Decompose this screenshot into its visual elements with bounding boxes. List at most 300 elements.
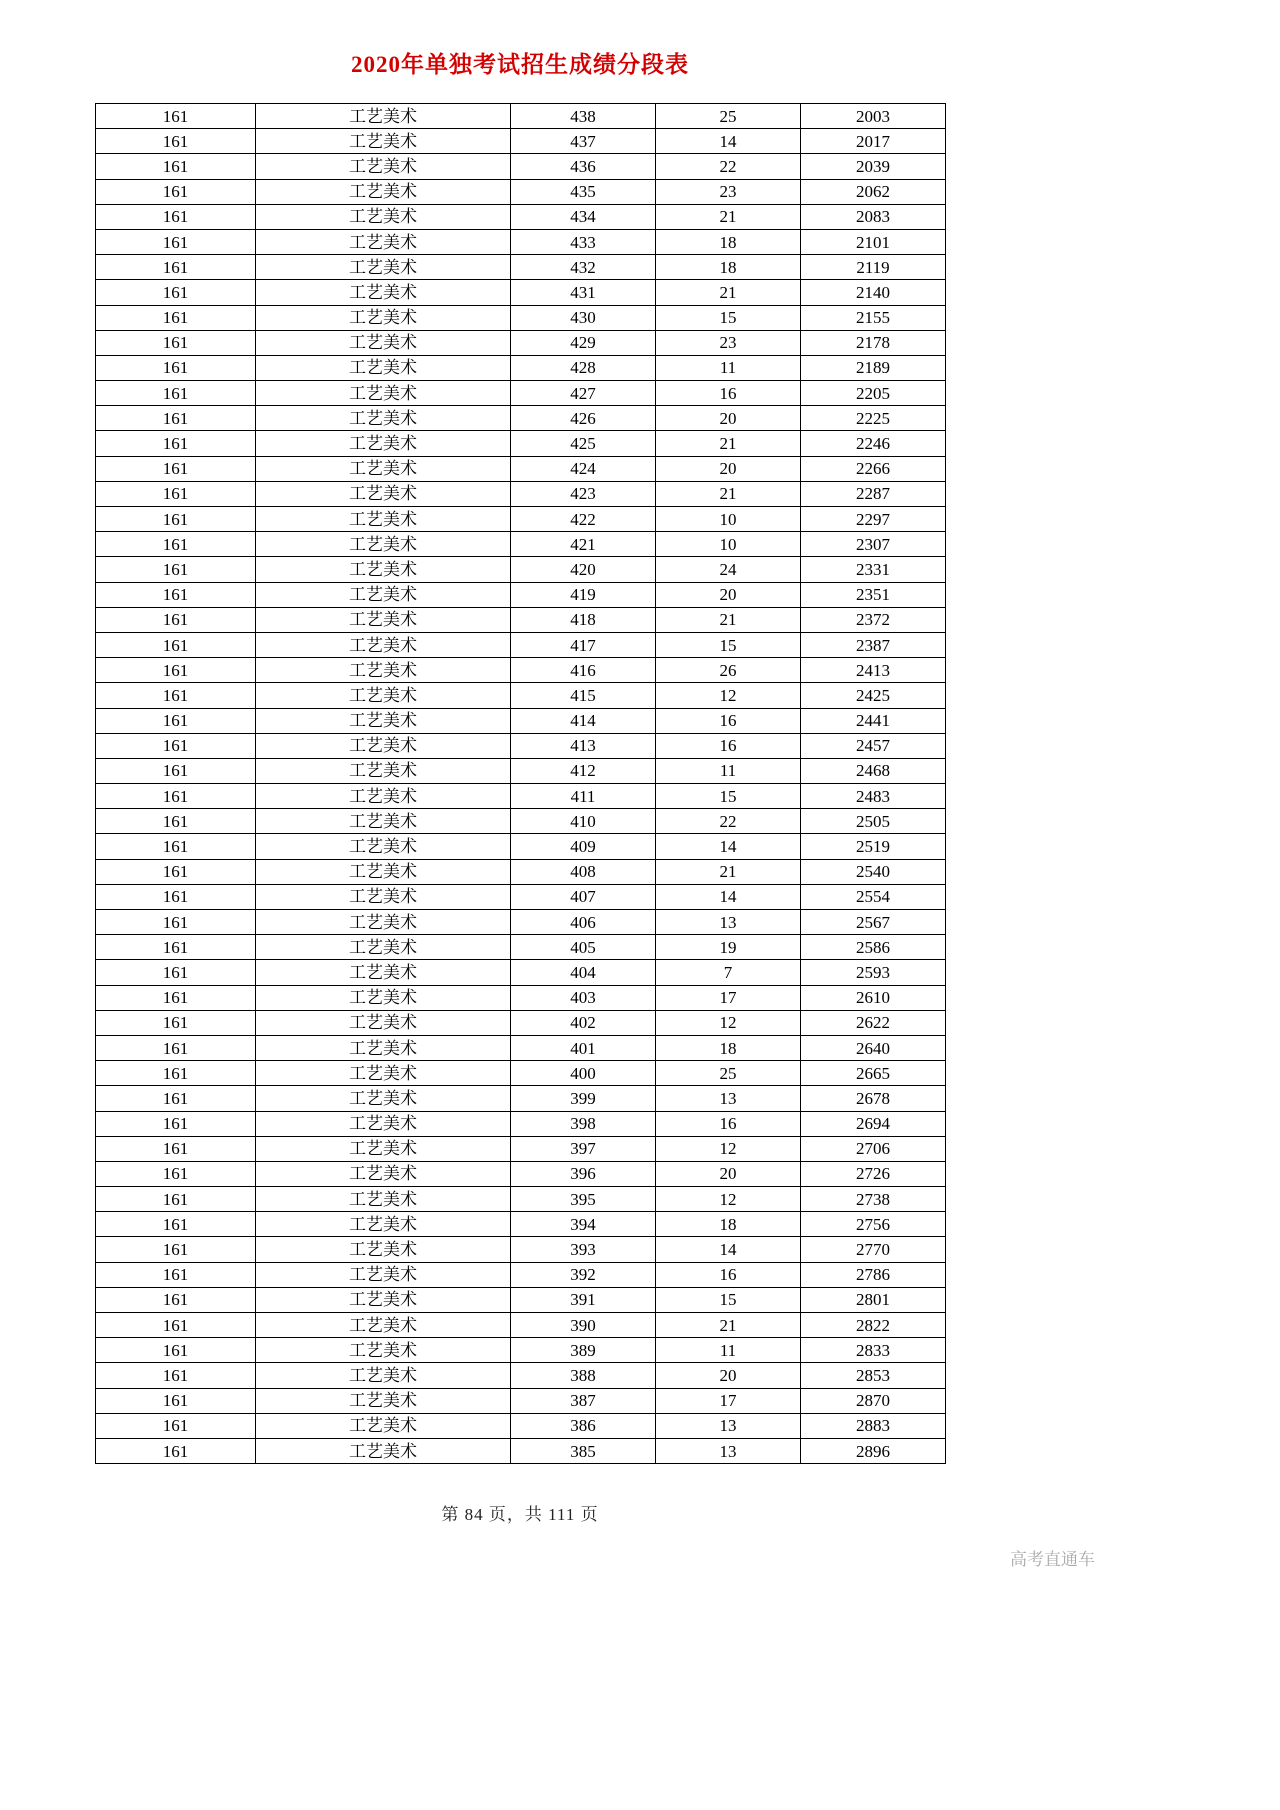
cell-major-name: 工艺美术 [256,1212,511,1237]
cell-cumulative-count: 2665 [801,1061,946,1086]
table-row [96,758,946,783]
cell-school-code: 161 [96,1035,256,1060]
cell-count: 15 [656,632,801,657]
cell-cumulative-count: 2505 [801,809,946,834]
table-row [96,179,946,204]
cell-score: 421 [511,532,656,557]
cell-cumulative-count: 2017 [801,129,946,154]
cell-school-code: 161 [96,532,256,557]
cell-cumulative-count: 2387 [801,632,946,657]
cell-school-code: 161 [96,1237,256,1262]
cell-major-name: 工艺美术 [256,179,511,204]
cell-major-name: 工艺美术 [256,1287,511,1312]
cell-score: 430 [511,305,656,330]
cell-score: 389 [511,1338,656,1363]
cell-score: 416 [511,658,656,683]
cell-school-code: 161 [96,1287,256,1312]
cell-school-code: 161 [96,809,256,834]
cell-count: 12 [656,1010,801,1035]
cell-count: 18 [656,229,801,254]
cell-count: 15 [656,784,801,809]
cell-major-name: 工艺美术 [256,658,511,683]
cell-cumulative-count: 2567 [801,910,946,935]
cell-score: 427 [511,381,656,406]
cell-score: 390 [511,1313,656,1338]
table-row [96,1313,946,1338]
table-row [96,960,946,985]
cell-score: 393 [511,1237,656,1262]
cell-school-code: 161 [96,935,256,960]
cell-major-name: 工艺美术 [256,229,511,254]
cell-score: 388 [511,1363,656,1388]
table-row [96,1035,946,1060]
cell-cumulative-count: 2101 [801,229,946,254]
cell-major-name: 工艺美术 [256,809,511,834]
cell-major-name: 工艺美术 [256,1237,511,1262]
table-row [96,1388,946,1413]
cell-school-code: 161 [96,1262,256,1287]
cell-cumulative-count: 2678 [801,1086,946,1111]
cell-school-code: 161 [96,658,256,683]
cell-major-name: 工艺美术 [256,255,511,280]
cell-school-code: 161 [96,758,256,783]
cell-count: 13 [656,910,801,935]
cell-cumulative-count: 2457 [801,733,946,758]
cell-count: 18 [656,255,801,280]
cell-count: 20 [656,582,801,607]
cell-school-code: 161 [96,733,256,758]
cell-school-code: 161 [96,179,256,204]
cell-school-code: 161 [96,683,256,708]
table-row [96,1111,946,1136]
table-row [96,1413,946,1438]
cell-major-name: 工艺美术 [256,884,511,909]
cell-major-name: 工艺美术 [256,154,511,179]
cell-count: 16 [656,1262,801,1287]
cell-cumulative-count: 2801 [801,1287,946,1312]
cell-major-name: 工艺美术 [256,557,511,582]
cell-major-name: 工艺美术 [256,834,511,859]
table-row [96,481,946,506]
cell-cumulative-count: 2706 [801,1136,946,1161]
cell-major-name: 工艺美术 [256,355,511,380]
table-row [96,784,946,809]
cell-score: 417 [511,632,656,657]
cell-school-code: 161 [96,507,256,532]
cell-count: 12 [656,1187,801,1212]
cell-school-code: 161 [96,784,256,809]
cell-score: 394 [511,1212,656,1237]
cell-score: 401 [511,1035,656,1060]
cell-count: 26 [656,658,801,683]
cell-cumulative-count: 2246 [801,431,946,456]
cell-cumulative-count: 2189 [801,355,946,380]
cell-cumulative-count: 2205 [801,381,946,406]
cell-count: 10 [656,532,801,557]
table-row [96,255,946,280]
table-row [96,985,946,1010]
cell-cumulative-count: 2593 [801,960,946,985]
cell-cumulative-count: 2554 [801,884,946,909]
cell-major-name: 工艺美术 [256,330,511,355]
table-row [96,1287,946,1312]
cell-count: 10 [656,507,801,532]
table-row [96,708,946,733]
cell-school-code: 161 [96,255,256,280]
cell-count: 23 [656,330,801,355]
cell-count: 21 [656,280,801,305]
table-row [96,532,946,557]
cell-major-name: 工艺美术 [256,1313,511,1338]
cell-score: 392 [511,1262,656,1287]
cell-school-code: 161 [96,708,256,733]
cell-cumulative-count: 2413 [801,658,946,683]
cell-major-name: 工艺美术 [256,1111,511,1136]
cell-cumulative-count: 2853 [801,1363,946,1388]
cell-major-name: 工艺美术 [256,1161,511,1186]
cell-score: 385 [511,1438,656,1463]
cell-school-code: 161 [96,280,256,305]
cell-school-code: 161 [96,381,256,406]
cell-count: 11 [656,1338,801,1363]
table-row [96,935,946,960]
cell-school-code: 161 [96,129,256,154]
cell-count: 16 [656,708,801,733]
table-row [96,1061,946,1086]
table-row [96,305,946,330]
cell-count: 20 [656,1161,801,1186]
cell-cumulative-count: 2297 [801,507,946,532]
cell-count: 22 [656,154,801,179]
cell-major-name: 工艺美术 [256,481,511,506]
cell-school-code: 161 [96,204,256,229]
cell-cumulative-count: 2822 [801,1313,946,1338]
cell-count: 15 [656,305,801,330]
cell-cumulative-count: 2726 [801,1161,946,1186]
page-number-footer: 第 84 页，共 111 页 [441,1505,599,1524]
cell-score: 412 [511,758,656,783]
cell-school-code: 161 [96,607,256,632]
table-row [96,733,946,758]
cell-count: 14 [656,884,801,909]
cell-score: 425 [511,431,656,456]
cell-score: 437 [511,129,656,154]
cell-major-name: 工艺美术 [256,1438,511,1463]
cell-cumulative-count: 2770 [801,1237,946,1262]
table-row [96,104,946,129]
cell-school-code: 161 [96,557,256,582]
cell-score: 407 [511,884,656,909]
cell-school-code: 161 [96,985,256,1010]
cell-count: 11 [656,758,801,783]
cell-major-name: 工艺美术 [256,507,511,532]
cell-count: 14 [656,1237,801,1262]
table-row [96,884,946,909]
table-row [96,381,946,406]
cell-cumulative-count: 2883 [801,1413,946,1438]
cell-cumulative-count: 2083 [801,204,946,229]
cell-score: 399 [511,1086,656,1111]
cell-score: 411 [511,784,656,809]
cell-score: 403 [511,985,656,1010]
table-row [96,431,946,456]
cell-count: 16 [656,381,801,406]
cell-school-code: 161 [96,1338,256,1363]
cell-score: 438 [511,104,656,129]
cell-school-code: 161 [96,481,256,506]
cell-cumulative-count: 2331 [801,557,946,582]
cell-cumulative-count: 2786 [801,1262,946,1287]
cell-count: 16 [656,1111,801,1136]
cell-major-name: 工艺美术 [256,129,511,154]
cell-count: 21 [656,204,801,229]
table-row [96,834,946,859]
cell-major-name: 工艺美术 [256,859,511,884]
cell-school-code: 161 [96,1212,256,1237]
table-row [96,1161,946,1186]
cell-score: 426 [511,406,656,431]
table-row [96,1438,946,1463]
cell-major-name: 工艺美术 [256,733,511,758]
cell-school-code: 161 [96,456,256,481]
cell-major-name: 工艺美术 [256,683,511,708]
cell-count: 25 [656,104,801,129]
table-row [96,355,946,380]
cell-count: 17 [656,985,801,1010]
cell-cumulative-count: 2062 [801,179,946,204]
cell-school-code: 161 [96,104,256,129]
cell-cumulative-count: 2640 [801,1035,946,1060]
cell-cumulative-count: 2266 [801,456,946,481]
cell-cumulative-count: 2694 [801,1111,946,1136]
cell-major-name: 工艺美术 [256,784,511,809]
table-row [96,859,946,884]
cell-score: 420 [511,557,656,582]
cell-score: 400 [511,1061,656,1086]
cell-school-code: 161 [96,859,256,884]
cell-count: 12 [656,683,801,708]
cell-major-name: 工艺美术 [256,1187,511,1212]
cell-count: 13 [656,1438,801,1463]
cell-cumulative-count: 2483 [801,784,946,809]
cell-major-name: 工艺美术 [256,1061,511,1086]
table-row [96,632,946,657]
cell-school-code: 161 [96,355,256,380]
cell-score: 422 [511,507,656,532]
cell-score: 432 [511,255,656,280]
cell-cumulative-count: 2140 [801,280,946,305]
cell-cumulative-count: 2039 [801,154,946,179]
cell-school-code: 161 [96,1161,256,1186]
table-row [96,507,946,532]
table-row [96,1237,946,1262]
cell-major-name: 工艺美术 [256,104,511,129]
cell-score: 413 [511,733,656,758]
cell-major-name: 工艺美术 [256,935,511,960]
cell-major-name: 工艺美术 [256,582,511,607]
cell-count: 21 [656,481,801,506]
table-row [96,1338,946,1363]
cell-school-code: 161 [96,1111,256,1136]
table-row [96,154,946,179]
cell-count: 12 [656,1136,801,1161]
cell-cumulative-count: 2468 [801,758,946,783]
cell-major-name: 工艺美术 [256,431,511,456]
cell-score: 428 [511,355,656,380]
cell-cumulative-count: 2155 [801,305,946,330]
cell-score: 433 [511,229,656,254]
cell-school-code: 161 [96,1086,256,1111]
cell-count: 25 [656,1061,801,1086]
cell-count: 16 [656,733,801,758]
cell-school-code: 161 [96,1313,256,1338]
score-distribution-table [95,103,946,1464]
cell-cumulative-count: 2307 [801,532,946,557]
cell-major-name: 工艺美术 [256,607,511,632]
table-row [96,129,946,154]
table-row [96,1212,946,1237]
cell-score: 409 [511,834,656,859]
cell-score: 429 [511,330,656,355]
table-row [96,683,946,708]
cell-major-name: 工艺美术 [256,305,511,330]
table-row [96,658,946,683]
cell-school-code: 161 [96,431,256,456]
cell-school-code: 161 [96,834,256,859]
cell-cumulative-count: 2178 [801,330,946,355]
cell-score: 396 [511,1161,656,1186]
cell-major-name: 工艺美术 [256,1363,511,1388]
cell-score: 415 [511,683,656,708]
table-row [96,330,946,355]
cell-count: 21 [656,859,801,884]
cell-cumulative-count: 2119 [801,255,946,280]
table-row [96,204,946,229]
cell-major-name: 工艺美术 [256,1388,511,1413]
cell-score: 408 [511,859,656,884]
cell-score: 405 [511,935,656,960]
cell-major-name: 工艺美术 [256,381,511,406]
cell-score: 418 [511,607,656,632]
table-row [96,1010,946,1035]
cell-school-code: 161 [96,1010,256,1035]
cell-school-code: 161 [96,1413,256,1438]
cell-cumulative-count: 2610 [801,985,946,1010]
table-row [96,1262,946,1287]
cell-cumulative-count: 2372 [801,607,946,632]
cell-major-name: 工艺美术 [256,632,511,657]
cell-cumulative-count: 2425 [801,683,946,708]
cell-major-name: 工艺美术 [256,708,511,733]
table-row [96,557,946,582]
cell-major-name: 工艺美术 [256,910,511,935]
cell-major-name: 工艺美术 [256,1086,511,1111]
table-row [96,1363,946,1388]
cell-school-code: 161 [96,1388,256,1413]
cell-cumulative-count: 2738 [801,1187,946,1212]
cell-score: 398 [511,1111,656,1136]
cell-cumulative-count: 2586 [801,935,946,960]
cell-count: 7 [656,960,801,985]
cell-score: 397 [511,1136,656,1161]
cell-count: 20 [656,1363,801,1388]
cell-cumulative-count: 2003 [801,104,946,129]
cell-major-name: 工艺美术 [256,532,511,557]
cell-score: 410 [511,809,656,834]
cell-school-code: 161 [96,1136,256,1161]
cell-major-name: 工艺美术 [256,1035,511,1060]
cell-count: 11 [656,355,801,380]
cell-score: 419 [511,582,656,607]
cell-major-name: 工艺美术 [256,1338,511,1363]
table-row [96,809,946,834]
cell-major-name: 工艺美术 [256,985,511,1010]
cell-school-code: 161 [96,910,256,935]
table-row [96,910,946,935]
cell-school-code: 161 [96,305,256,330]
cell-major-name: 工艺美术 [256,204,511,229]
cell-school-code: 161 [96,330,256,355]
cell-school-code: 161 [96,154,256,179]
cell-major-name: 工艺美术 [256,280,511,305]
cell-score: 424 [511,456,656,481]
cell-major-name: 工艺美术 [256,406,511,431]
cell-score: 387 [511,1388,656,1413]
cell-score: 434 [511,204,656,229]
cell-school-code: 161 [96,632,256,657]
cell-count: 22 [656,809,801,834]
cell-school-code: 161 [96,229,256,254]
cell-count: 14 [656,129,801,154]
cell-cumulative-count: 2225 [801,406,946,431]
cell-cumulative-count: 2441 [801,708,946,733]
cell-cumulative-count: 2833 [801,1338,946,1363]
cell-school-code: 161 [96,582,256,607]
cell-major-name: 工艺美术 [256,1413,511,1438]
cell-count: 13 [656,1413,801,1438]
cell-school-code: 161 [96,960,256,985]
table-row [96,406,946,431]
cell-school-code: 161 [96,1187,256,1212]
watermark-text: 高考直通车 [1010,1550,1095,1569]
cell-school-code: 161 [96,884,256,909]
score-table-body [96,104,946,1464]
cell-count: 23 [656,179,801,204]
cell-cumulative-count: 2540 [801,859,946,884]
cell-score: 386 [511,1413,656,1438]
cell-school-code: 161 [96,1061,256,1086]
cell-count: 21 [656,431,801,456]
cell-count: 17 [656,1388,801,1413]
cell-score: 402 [511,1010,656,1035]
cell-score: 391 [511,1287,656,1312]
cell-school-code: 161 [96,1438,256,1463]
cell-score: 436 [511,154,656,179]
cell-school-code: 161 [96,1363,256,1388]
cell-cumulative-count: 2519 [801,834,946,859]
table-row [96,280,946,305]
cell-score: 431 [511,280,656,305]
cell-school-code: 161 [96,406,256,431]
cell-cumulative-count: 2287 [801,481,946,506]
cell-count: 20 [656,456,801,481]
cell-count: 20 [656,406,801,431]
cell-major-name: 工艺美术 [256,1010,511,1035]
cell-count: 24 [656,557,801,582]
cell-count: 18 [656,1212,801,1237]
cell-cumulative-count: 2351 [801,582,946,607]
page-title: 2020年单独考试招生成绩分段表 [351,52,689,77]
